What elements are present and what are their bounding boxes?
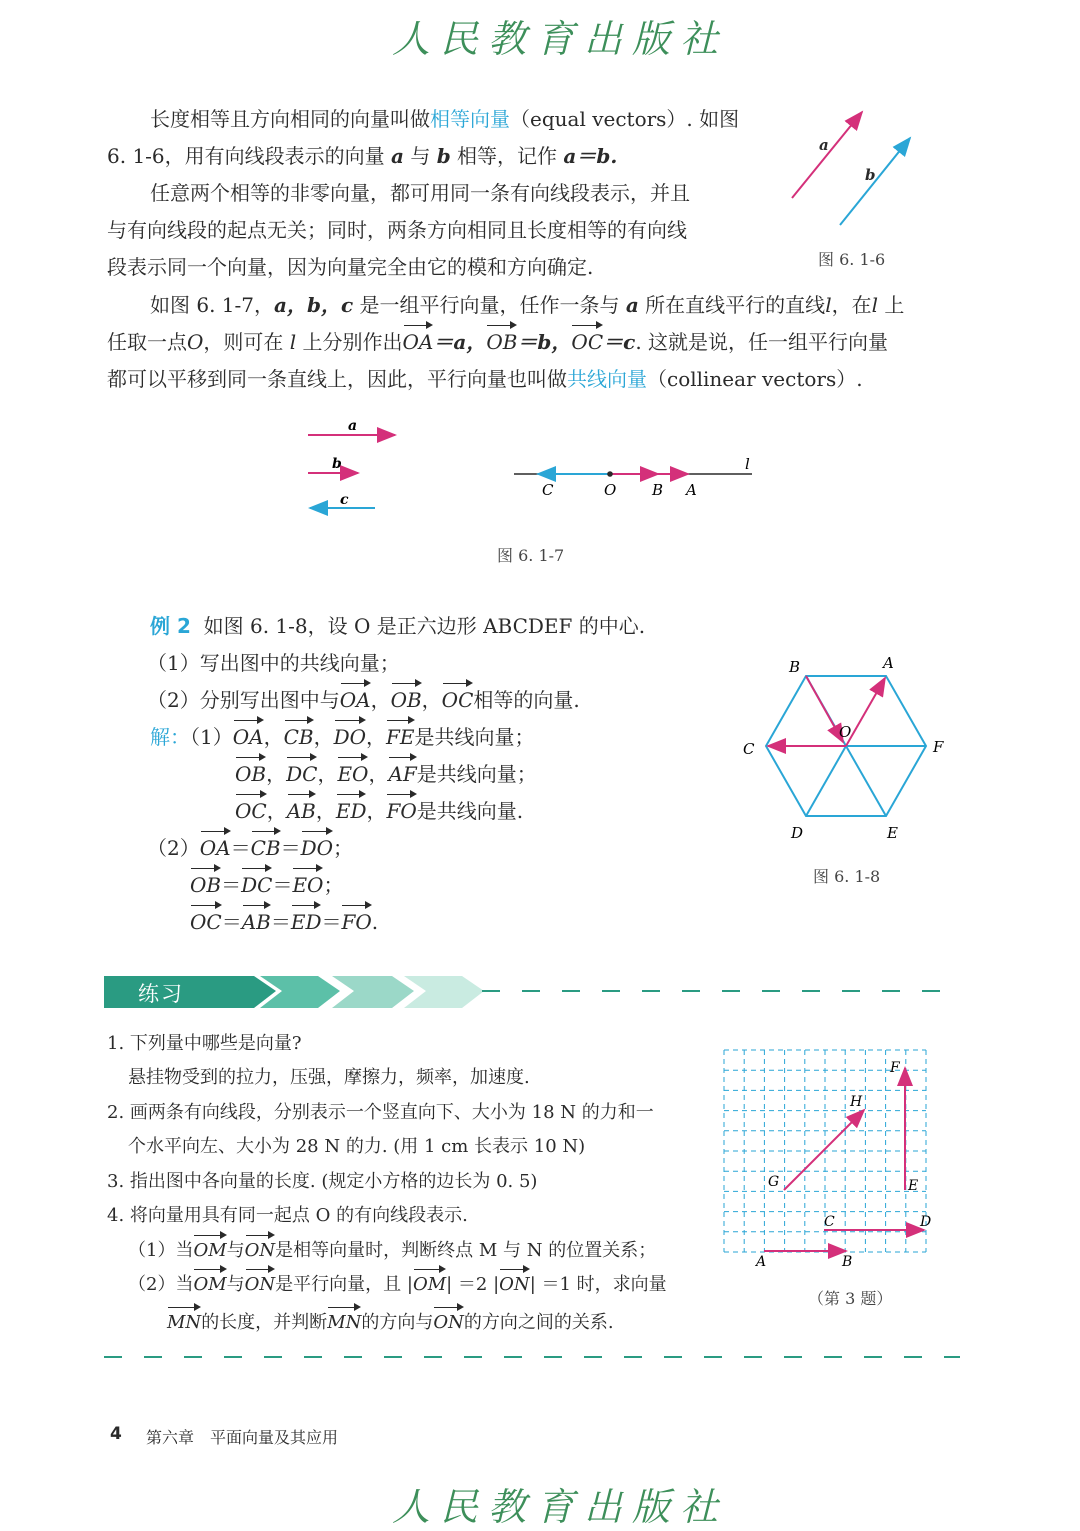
- page-number: 4: [110, 1424, 122, 1444]
- practice-item-4c: MN的长度，并判断MN的方向与ON的方向之间的关系.: [167, 1306, 614, 1341]
- svg-text:G: G: [768, 1174, 780, 1190]
- vector-OA: [846, 678, 885, 746]
- para3-line3: 都可以平移到同一条直线上，因此，平行向量也叫做共线向量（collinear vectors）.: [107, 367, 863, 391]
- solution-2-line3: OC＝AB＝ED＝FO.: [190, 904, 378, 941]
- svg-text:B: B: [652, 481, 664, 499]
- vector-GH: [784, 1110, 864, 1190]
- practice-banner: [104, 974, 960, 1010]
- practice-item-3: 3. 指出图中各向量的长度. (规定小方格的边长为 0. 5): [107, 1171, 538, 1192]
- para2-line3: 段表示同一个向量，因为向量完全由它的模和方向确定.: [107, 255, 594, 279]
- para1-line2: 6. 1-6，用有向线段表示的向量 a 与 b 相等，记作 a＝b.: [107, 144, 618, 168]
- svg-text:c: c: [340, 492, 349, 508]
- svg-text:D: D: [920, 1214, 932, 1230]
- practice-item-2b: 个水平向左、大小为 28 N 的力. (用 1 cm 长表示 10 N): [128, 1136, 586, 1157]
- para3-line1: 如图 6. 1-7，a，b，c 是一组平行向量，任作一条与 a 所在直线平行的直线l，在l 上: [150, 293, 905, 317]
- caption-6-1-7: 图 6. 1-7: [497, 546, 565, 565]
- svg-text:F: F: [890, 1060, 900, 1076]
- caption-6-1-8: 图 6. 1-8: [813, 867, 881, 886]
- solution-line3: OC，AB，ED，FO是共线向量.: [235, 793, 523, 830]
- solution-line2: OB，DC，EO，AF是共线向量；: [235, 756, 537, 793]
- example-tag: 例 2: [150, 614, 191, 638]
- chapter-title: 第六章 平面向量及其应用: [146, 1428, 339, 1447]
- svg-text:D: D: [791, 824, 804, 842]
- example-stem: 例 2 如图 6. 1-8，设 O 是正六边形 ABCDEF 的中心.: [150, 614, 646, 638]
- figure-6-1-6: [780, 100, 930, 240]
- caption-problem-3: （第 3 题）: [808, 1289, 893, 1308]
- svg-text:B: B: [842, 1254, 853, 1270]
- svg-text:H: H: [850, 1094, 863, 1110]
- point-O: [607, 471, 613, 477]
- keyword-collinear-vectors: 共线向量: [567, 367, 647, 391]
- svg-text:C: C: [743, 740, 755, 758]
- svg-text:b: b: [332, 456, 342, 472]
- solution-2-line1: （2）OA＝CB＝DO；: [147, 830, 353, 867]
- vector-BO: [806, 676, 843, 742]
- label-b: b: [865, 166, 876, 184]
- svg-text:C: C: [824, 1214, 835, 1230]
- para3-line2: 任取一点O，则可在 l 上分别作出OA＝a，OB＝b，OC＝c. 这就是说，任一组平行向量: [107, 324, 888, 361]
- svg-text:O: O: [839, 723, 852, 741]
- caption-6-1-6: 图 6. 1-6: [818, 250, 886, 269]
- para2-line1: 任意两个相等的非零向量，都可用同一条有向线段表示，并且: [150, 181, 690, 205]
- publisher-logo-footer: 人民教育出版社: [392, 1485, 729, 1529]
- svg-text:l: l: [745, 455, 750, 473]
- svg-text:A: A: [686, 481, 697, 499]
- para1-line1: 长度相等且方向相同的向量叫做相等向量（equal vectors）. 如图: [150, 107, 740, 131]
- svg-text:E: E: [908, 1178, 919, 1194]
- svg-text:E: E: [887, 824, 898, 842]
- practice-item-4b: （2）当OM与ON是平行向量，且 |OM| ＝2 |ON| ＝1 时，求向量: [128, 1268, 667, 1303]
- svg-text:A: A: [756, 1254, 767, 1270]
- figure-6-1-7: [300, 415, 770, 525]
- practice-item-2: 2. 画两条有向线段，分别表示一个竖直向下、大小为 18 N 的力和一: [107, 1102, 654, 1123]
- publisher-logo: 人民教育出版社: [392, 17, 729, 61]
- svg-text:A: A: [883, 654, 894, 672]
- practice-item-1: 1. 下列量中哪些是向量?: [107, 1033, 302, 1054]
- practice-bottom-rule: [104, 1352, 960, 1362]
- example-q2: （2）分别写出图中与OA，OB，OC相等的向量.: [147, 682, 580, 719]
- svg-text:a: a: [348, 418, 358, 434]
- svg-text:C: C: [542, 481, 554, 499]
- practice-title: 练习: [138, 982, 184, 1006]
- practice-item-4a: （1）当OM与ON是相等向量时，判断终点 M 与 N 的位置关系；: [128, 1234, 656, 1269]
- svg-text:F: F: [933, 738, 944, 756]
- practice-item-4: 4. 将向量用具有同一起点 O 的有向线段表示.: [107, 1205, 468, 1226]
- solution-line1: 解：（1）OA，CB，DO，FE是共线向量；: [150, 719, 535, 756]
- practice-item-1b: 悬挂物受到的拉力，压强，摩擦力，频率，加速度.: [128, 1067, 530, 1088]
- keyword-equal-vectors: 相等向量: [430, 107, 510, 131]
- label-a: a: [819, 136, 829, 154]
- solution-2-line2: OB＝DC＝EO；: [190, 867, 343, 904]
- svg-text:B: B: [789, 658, 801, 676]
- vector-a-arrow: [792, 112, 862, 198]
- example-q1: （1）写出图中的共线向量；: [147, 651, 400, 675]
- svg-text:O: O: [604, 481, 617, 499]
- figure-6-1-8: [735, 650, 955, 850]
- para2-line2: 与有向线段的起点无关；同时，两条方向相同且长度相等的有向线: [107, 218, 687, 242]
- figure-problem-3: [722, 1048, 948, 1274]
